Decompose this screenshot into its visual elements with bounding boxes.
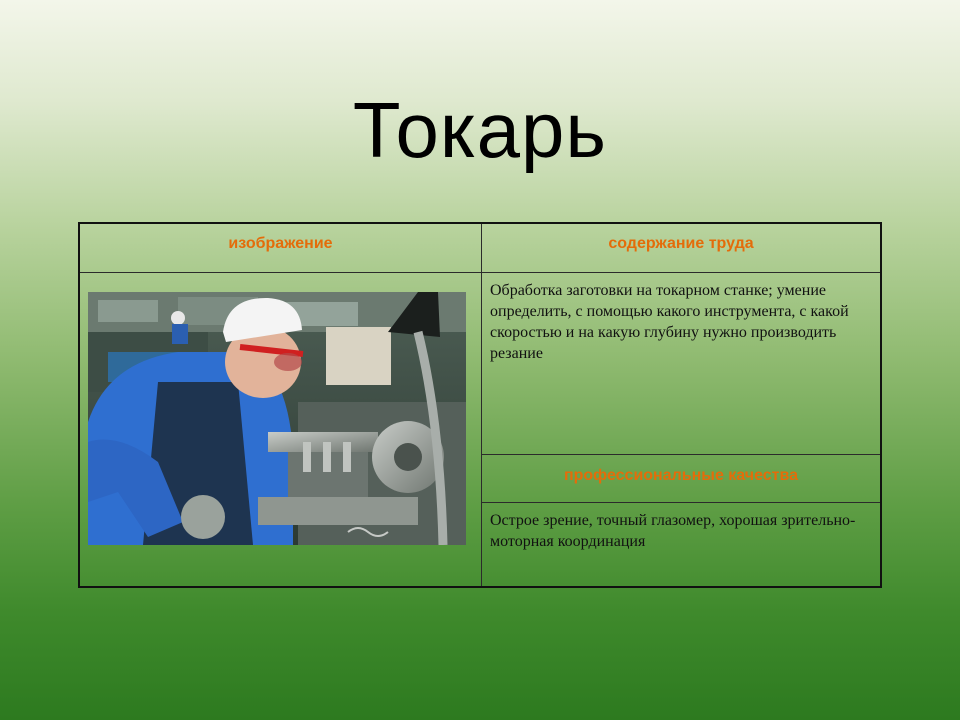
header-work-content: содержание труда xyxy=(608,235,754,252)
info-table xyxy=(78,222,882,588)
column-divider xyxy=(481,224,482,586)
turner-photo xyxy=(88,292,466,545)
qualities-text: Острое зрение, точный глазомер, хорошая зрительно-моторная координация xyxy=(490,512,856,550)
header-divider xyxy=(80,272,880,273)
row-divider-lower xyxy=(481,502,880,503)
work-content-text: Обработка заготовки на токарном станке; умение определить, с помощью какого инструмента, с какой скоростью и на какую глубину нужно производить резание xyxy=(490,282,849,362)
qualities-header: профессиональные качества xyxy=(563,467,799,484)
slide-title: Токарь xyxy=(352,86,608,174)
header-image-column: изображение xyxy=(228,235,333,252)
